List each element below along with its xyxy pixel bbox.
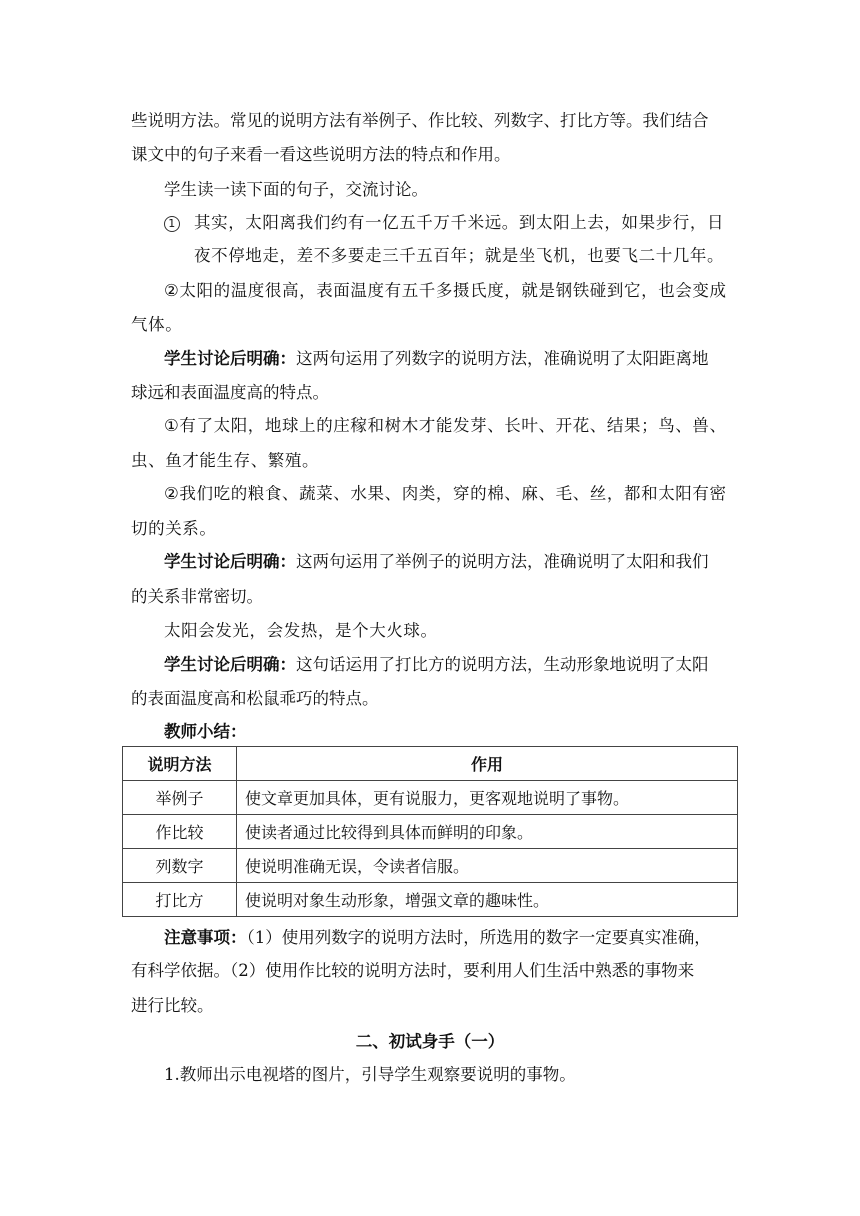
summary-table — [122, 746, 738, 917]
effect-cell: 使文章更加具体，更有说服力，更客观地说明了事物。 — [237, 781, 738, 815]
conclusion-label: 学生讨论后明确： — [164, 552, 296, 571]
conclusion-line: 的表面温度高和松鼠乖巧的特点。 — [131, 689, 379, 708]
method-cell: 作比较 — [123, 815, 237, 849]
circled-number: 1 — [164, 216, 180, 232]
example-sentence: 1 其实，太阳离我们约有一亿五千万千米远。到太阳上去，如果步行，日 — [164, 211, 724, 235]
effect-cell: 使读者通过比较得到具体而鲜明的印象。 — [237, 815, 738, 849]
example-sentence: ②太阳的温度很高，表面温度有五千多摄氏度，就是钢铁碰到它，也会变成 — [164, 281, 727, 300]
example-sentence-line: 气体。 — [131, 315, 183, 334]
method-cell: 列数字 — [123, 849, 237, 883]
paragraph-line: 些说明方法。常见的说明方法有举例子、作比较、列数字、打比方等。我们结合 — [131, 111, 709, 130]
table-row — [123, 781, 738, 815]
section-heading: 二、初试身手（一） — [355, 1032, 505, 1051]
example-sentence-line: 切的关系。 — [131, 519, 217, 538]
example-sentence: ②我们吃的粮食、蔬菜、水果、肉类，穿的棉、麻、毛、丝，都和太阳有密 — [164, 484, 727, 503]
conclusion-label: 学生讨论后明确： — [164, 349, 296, 368]
example-sentence-line: 夜不停地走，差不多要走三千五百年；就是坐飞机，也要飞二十几年。 — [194, 246, 725, 265]
paragraph-line: 课文中的句子来看一看这些说明方法的特点和作用。 — [131, 145, 511, 164]
example-sentence-line: 虫、鱼才能生存、繁殖。 — [131, 451, 320, 470]
note-label: 注意事项： — [164, 928, 247, 947]
conclusion-line: 的关系非常密切。 — [131, 587, 263, 606]
column-header: 作用 — [237, 747, 738, 781]
step-paragraph: 1.教师出示电视塔的图片，引导学生观察要说明的事物。 — [164, 1065, 576, 1084]
conclusion-line: 球远和表面温度高的特点。 — [131, 383, 329, 402]
table-row — [123, 883, 738, 917]
note-line: 进行比较。 — [131, 996, 214, 1015]
conclusion-label: 学生讨论后明确： — [164, 655, 296, 674]
paragraph-line: 学生读一读下面的句子，交流讨论。 — [164, 180, 428, 199]
effect-cell: 使说明准确无误，令读者信服。 — [237, 849, 738, 883]
example-sentence: ①有了太阳，地球上的庄稼和树木才能发芽、长叶、开花、结果；鸟、兽、 — [164, 416, 727, 435]
effect-cell: 使说明对象生动形象，增强文章的趣味性。 — [237, 883, 738, 917]
method-cell: 打比方 — [123, 883, 237, 917]
table-row — [123, 849, 738, 883]
conclusion-paragraph: 学生讨论后明确：这两句运用了举例子的说明方法，准确说明了太阳和我们 — [164, 552, 709, 571]
table-row — [123, 815, 738, 849]
example-sentence: 太阳会发光，会发热，是个大火球。 — [164, 621, 438, 640]
table-header-row — [123, 747, 738, 781]
note-paragraph: 注意事项：（1）使用列数字的说明方法时，所选用的数字一定要真实准确， — [164, 928, 711, 947]
conclusion-paragraph: 学生讨论后明确：这两句运用了列数字的说明方法，准确说明了太阳距离地 — [164, 349, 709, 368]
note-line: 有科学依据。（2）使用作比较的说明方法时，要利用人们生活中熟悉的事物来 — [131, 961, 695, 980]
conclusion-paragraph: 学生讨论后明确：这句话运用了打比方的说明方法，生动形象地说明了太阳 — [164, 655, 709, 674]
column-header: 说明方法 — [123, 747, 237, 781]
method-cell: 举例子 — [123, 781, 237, 815]
summary-label: 教师小结： — [164, 722, 247, 741]
